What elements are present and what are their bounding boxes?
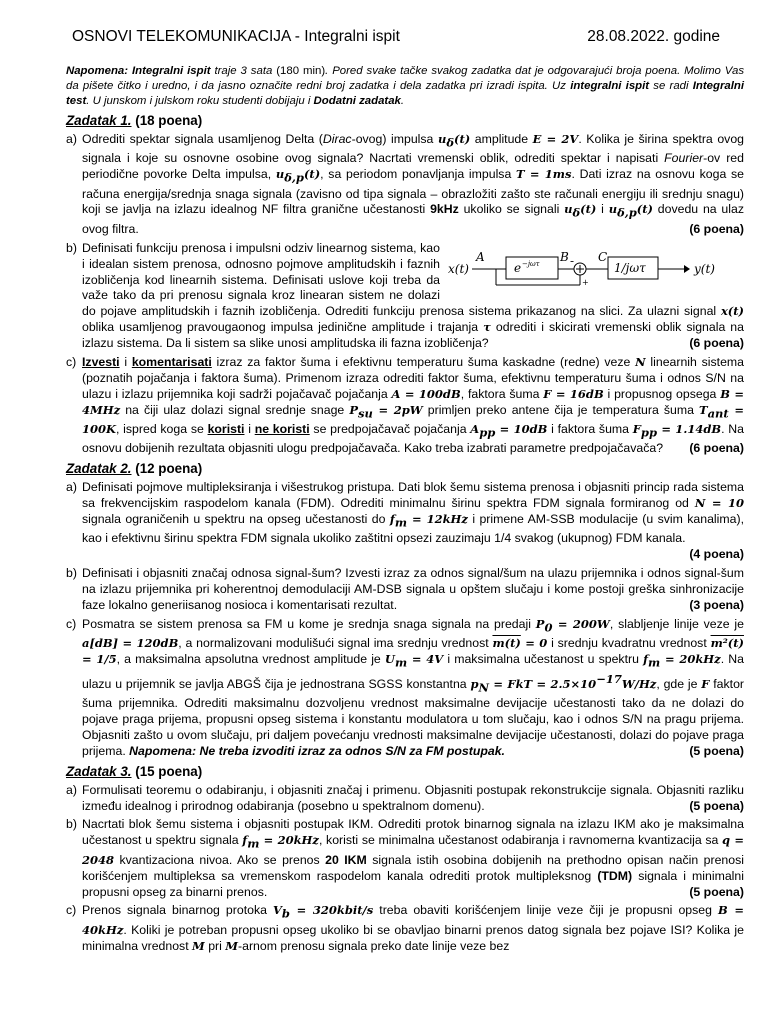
math: (t)	[303, 167, 321, 182]
task-title: Zadatak 3.	[66, 763, 132, 779]
math: M	[192, 938, 205, 953]
text: . Koliki je potreban propusni opseg ukoliko bi se obavljao binarni prenos datog signala bez pojave ISI? Kolika je minimalna vrednost	[82, 922, 744, 953]
math: f	[389, 512, 395, 527]
text: odrediti i skicirati vremenski oblik signala na izlazu sistema. Da li sistem sa slike unosi amplitudska ili fazna izobličenja?	[82, 320, 744, 351]
note-text: .	[400, 95, 405, 107]
item-points: (5 poena)	[689, 884, 744, 899]
exam-date: 28.08.2022. godine	[587, 28, 720, 45]
task-2c	[66, 617, 744, 760]
math: u	[437, 131, 447, 146]
text: Definisati pojmove multipleksiranja i višestrukog pristupa. Dati blok šemu sistema prenosa i objasniti princip rada sistema sa frekvencijskim raspodelom kanala (FDM). Odrediti minimalnu širinu spektra FDM signala formiranog od	[82, 480, 744, 511]
math: B = 4MHz	[82, 386, 744, 417]
math: −17	[596, 671, 622, 686]
text: , sa periodom ponavljanja impulsa	[320, 167, 516, 182]
item-body	[82, 241, 744, 352]
item-label: b)	[66, 240, 77, 255]
task-3b	[66, 817, 744, 900]
text: Nacrtati blok šemu sistema i objasniti postupak IKM. Odrediti protok binarnog signala na izlazu IKM ako je maksimalna učestanost u spektru signala	[82, 817, 744, 848]
math: N = 10	[694, 496, 744, 511]
math: F	[632, 422, 641, 437]
task-1b	[66, 241, 744, 352]
text: signala ograničenih u spektru na opseg učestanosti do	[82, 512, 390, 527]
note-text: Integralni test	[66, 80, 744, 107]
text: , ispred koga se	[116, 422, 208, 437]
text: 20 IKM	[325, 852, 367, 867]
text: na čiji ulaz dolazi signal srednje snage	[120, 402, 350, 417]
note-text: Integralni ispit	[131, 65, 211, 77]
note-text: Dodatni zadatak	[313, 95, 401, 107]
math: N	[478, 680, 489, 695]
item-points: (5 poena)	[689, 743, 744, 758]
item-body	[82, 480, 744, 563]
task-1-heading	[66, 113, 744, 129]
text: , faktora šuma	[460, 386, 544, 401]
text: Napomena: Ne treba izvoditi izraz za odnos S/N za FM postupak.	[129, 743, 505, 758]
text: (TDM)	[597, 868, 633, 883]
item-body	[82, 355, 744, 457]
text: -ovog) impulsa	[351, 131, 438, 146]
text: -ov red periodične povorke Delta impulsa,	[82, 151, 744, 182]
math: = 100K	[82, 402, 744, 437]
math: N	[635, 355, 646, 370]
text: izraz za faktor šuma i efektivnu temperaturu šuma kaskadne (redne) veze	[211, 355, 636, 370]
task-2b	[66, 566, 744, 614]
math: (t)	[636, 202, 653, 217]
math: W/Hz	[621, 676, 657, 691]
note-text: (180 min)	[276, 65, 326, 77]
task-1a	[66, 132, 744, 238]
text: i	[244, 422, 255, 437]
math: = 1.14dB	[657, 422, 722, 437]
task-2-heading	[66, 461, 744, 477]
text: Odrediti spektar signala usamljenog Delta (	[82, 131, 323, 146]
math: (t)	[454, 131, 471, 146]
node-a-label: A	[476, 249, 485, 264]
item-body	[82, 617, 744, 760]
text: komentarisati	[131, 355, 212, 370]
text: dovedu na ulaz ovog filtra.	[82, 202, 744, 236]
task-1c	[66, 355, 744, 457]
note-text: se radi	[649, 80, 693, 92]
math: m	[247, 836, 260, 851]
item-body	[82, 817, 744, 900]
text: ukoliko se signali	[458, 202, 565, 217]
math: q = 2048	[82, 833, 744, 867]
math: B = 40kHz	[82, 903, 745, 937]
text: i	[119, 355, 132, 370]
node-b-label: B	[560, 249, 569, 264]
note-text: traje 3 sata	[210, 65, 277, 77]
exam-title: OSNOVI TELEKOMUNIKACIJA - Integralni ispit	[72, 28, 400, 45]
block-diagram-svg	[448, 241, 744, 293]
task-title: Zadatak 1.	[66, 113, 132, 128]
text: se predpojačavač pojačanja	[309, 422, 471, 437]
text: Posmatra se sistem prenosa sa FM u kome je srednja snaga signala na predaji	[82, 617, 536, 631]
item-body	[82, 566, 744, 614]
text: i	[596, 202, 609, 217]
text: , a maksimalna apsolutna vrednost amplitude je	[116, 652, 385, 667]
math: u	[608, 202, 618, 217]
math: = 20kHz	[660, 652, 721, 667]
minus-sign: -	[570, 253, 575, 268]
math: = 12kHz	[407, 512, 468, 527]
math: ant	[707, 406, 729, 421]
delay-exponent: −jωτ	[522, 259, 540, 268]
exam-note	[66, 64, 744, 109]
text: , gde je	[656, 676, 702, 691]
task-2a	[66, 480, 744, 563]
task-points: (12 poena)	[135, 461, 203, 477]
task-points: (18 poena)	[135, 113, 203, 128]
math: V	[272, 903, 282, 918]
math: f	[643, 652, 649, 667]
math: x(t)	[720, 304, 744, 319]
task-3a	[66, 783, 744, 815]
text: Definisati funkciju prenosa i impulsni odziv linearnog sistema, kao i idealan sistem prenosa, odnosno pojmove amplitudskih i faznih izobličenja kod linearnih sistema. Definisati uslove koji treba da važe tako da pri prenosu signala kroz linearan sistem ne dolazi do pojave amplitudskih i faznih izobličenja. Odrediti funkciju prenosa sistema prikazanog na slici. Za ulazni signal	[82, 240, 721, 319]
delay-label: e	[514, 260, 522, 275]
note-text: . U junskom i julskom roku studenti dobijaju i	[86, 95, 314, 107]
item-label: b)	[66, 817, 77, 832]
math: A	[470, 422, 480, 437]
text: faktor šuma prijemnika. Odrediti maksimalnu dozvoljenu vrednost maksimalne devijacije učestanosti tako da ne dolazi do pojave praga prijema, propusni opseg sistema i konstantu modulatora u tom slučaju, kao i odnos S/N na pragu prijema. Objasniti zašto u ovom slučaju, pri daljem povećanju vrednosti maksimalne devijacije učestanosti, dolazi do pojave praga prijema.	[82, 676, 745, 758]
math: = 320kbit/s	[289, 903, 374, 918]
math: = 2pW	[372, 402, 423, 417]
math: m(t)	[492, 636, 521, 651]
math: E = 2V	[532, 131, 579, 146]
text: linearnih sistema (poznatih pojačanja i faktora šuma). Primenom izraza odrediti faktor šuma, efektivnu temperaturu šuma i odnos S/N na ulazu i izlazu prijemnika koji sadrži pojačavač pojačanja	[82, 355, 744, 401]
math: = 20kHz	[259, 833, 319, 848]
text: . Kolika je širina spektra ovog signala i koje su osnovne osobine ovog signala? Nacrtati vremenski oblik, odrediti spektar i napisati	[82, 131, 745, 166]
text: oblika usamljenog pravougaonog impulsa jedinične amplitude i trajanja	[82, 320, 484, 335]
text: treba obaviti korišćenjem linije veze čiji je propusni opseg	[373, 903, 719, 918]
math: τ	[483, 320, 491, 335]
text: Fourier	[664, 151, 704, 166]
item-label: c)	[66, 617, 77, 631]
math: U	[384, 652, 395, 667]
item-body	[82, 132, 744, 238]
note-label: Napomena:	[66, 65, 129, 77]
item-points: (3 poena)	[689, 598, 744, 613]
math: M	[225, 938, 239, 953]
math: P	[535, 617, 545, 631]
math: = 10dB	[495, 422, 548, 437]
output-label: y(t)	[694, 261, 715, 276]
math: pp	[479, 425, 496, 440]
arrow-icon	[684, 265, 690, 273]
note-text: integralni ispit	[570, 80, 650, 92]
text: . Na osnovu dobijenih rezultata objasniti ulogu predpojačavača. Kako treba izabrati parametre predpojačavača?	[82, 422, 744, 456]
node-c-label: C	[598, 249, 608, 264]
math: b	[281, 906, 290, 921]
text: i maksimalna učestanost u spektru	[443, 652, 644, 667]
math: = 200W	[552, 617, 610, 631]
math: T	[699, 402, 708, 417]
task-3c	[66, 903, 744, 954]
math: δ,p	[284, 170, 304, 185]
math: u	[275, 167, 285, 182]
item-label: a)	[66, 782, 77, 797]
item-label: c)	[66, 903, 77, 918]
item-label: a)	[66, 131, 77, 146]
text: kvantizaciona nivoa. Ako se prenos	[114, 852, 326, 867]
math: u	[564, 202, 573, 217]
text: pri	[204, 938, 226, 953]
item-label: a)	[66, 480, 77, 495]
text: ne koristi	[254, 422, 310, 437]
text: Formulisati teoremu o odabiranju, i objasniti značaj i primenu. Objasniti postupak rekonstrukcije signala. Objasniti razliku između idealnog i prirodnog odabiranja (posebno u spektralnom domenu).	[82, 782, 744, 813]
math: m	[394, 655, 408, 670]
text: i faktora šuma	[547, 422, 633, 437]
math: m	[648, 655, 661, 670]
math: = 1/5	[82, 652, 117, 667]
text: Definisati i objasniti značaj odnosa signal-šum? Izvesti izraz za odnos signal/šum na ulazu prijemnika i odnos signal-šum na izlazu prijemnika pri koherentnoj demodulaciji AM-DSB signala u opštem slučaju i kome postoji greška sinhronizacije faze lokalno generiisanog nosioca i komentarisati rezultat.	[82, 566, 744, 613]
math: f	[242, 833, 248, 848]
text: 9kHz	[430, 202, 459, 217]
math: m	[394, 515, 407, 530]
text: Izvesti	[82, 355, 120, 370]
math: pp	[640, 425, 658, 440]
math: T = 1ms	[516, 167, 572, 182]
item-points: (6 poena)	[689, 441, 744, 456]
item-points: (4 poena)	[689, 547, 744, 562]
note-text: . Pored svake tačke svakog zadatka dat je odgovarajući broja poena. Molimo Vas da pišete čitko i uredno, i da jasno označite redni broj zadatka i dela zadatka pri izradi ispita. Uz	[66, 65, 745, 92]
item-points: (6 poena)	[689, 221, 744, 236]
math: δ	[446, 135, 455, 150]
system-block-diagram	[448, 241, 744, 293]
task-points: (15 poena)	[135, 763, 203, 779]
item-points: (5 poena)	[689, 798, 744, 813]
page-header	[72, 28, 720, 54]
integrator-label: 1/jωτ	[614, 260, 646, 275]
text: primljen preko antene čija je temperatura šuma	[422, 402, 700, 417]
math: F = 16dB	[543, 386, 604, 401]
text: signala istih osobina dobijenih na prethodno opisan način prenosi korišćenjem multipleksa sa vremenskom raspodelom kanala odrediti protok multipleksnog	[82, 852, 744, 883]
text: , koristi se minimalna učestanost odabiranja i ravnomerna kvantizacija sa	[318, 833, 723, 848]
math: A = 100dB	[391, 386, 461, 401]
math: 0	[544, 620, 553, 635]
item-body	[82, 903, 744, 954]
text: Dirac	[322, 131, 352, 146]
item-label: b)	[66, 566, 77, 581]
text: , a normalizovani modulišući signal ima srednju vrednost	[178, 636, 493, 651]
math: p	[470, 676, 479, 691]
text: -arnom prenosu signala preko date linije veze bez	[238, 938, 510, 953]
text: amplitude	[470, 131, 533, 146]
math: P	[349, 402, 358, 417]
task-title: Zadatak 2.	[66, 461, 132, 477]
math: = 0	[520, 636, 548, 651]
math: = FkT = 2.5×10	[489, 676, 597, 691]
item-points: (6 poena)	[689, 336, 744, 351]
math: m²(t)	[710, 636, 744, 651]
text: Prenos signala binarnog protoka	[82, 903, 273, 918]
input-label: x(t)	[448, 261, 469, 276]
math: F	[701, 676, 710, 691]
text: . Dati izraz na osnovu koga se računa energija/srednja snaga signala (zavisno od tipa signala – obrazložiti zašto ste računali energiju ili srednju snagu) koji se javlja na izlazu idealnog NF filtra granične učestanosti	[82, 167, 744, 217]
plus-sign: +	[582, 277, 589, 287]
text: koristi	[207, 422, 245, 437]
text: , slabljenje linije veze je	[609, 617, 744, 631]
math: δ,p	[617, 205, 637, 220]
item-body	[82, 783, 744, 815]
exam-content	[66, 64, 744, 958]
task-3-heading	[66, 764, 744, 780]
math: a[dB] = 120dB	[82, 636, 179, 651]
text: . Na ulazu u prijemnik se javlja ABGŠ čija je jednostrana SGSS konstantna	[82, 652, 744, 691]
math: = 4V	[407, 652, 444, 667]
math: (t)	[580, 202, 597, 217]
text: signala i minimalni propusni opseg za binarni prenos.	[82, 868, 744, 899]
text: i srednju kvadratnu vrednost	[547, 636, 711, 651]
text: i propusnog opsega	[603, 386, 721, 401]
math: δ	[572, 205, 581, 220]
text: i primene AM-SSB modulacije (u svim kanalima), kao i efektivnu širinu spektra FDM signala ukoliko zaštitni opsezi zauzimaju 1/4 svakog (ukupnog) FDM kanala.	[82, 512, 744, 546]
math: su	[357, 406, 373, 421]
item-label: c)	[66, 355, 77, 370]
